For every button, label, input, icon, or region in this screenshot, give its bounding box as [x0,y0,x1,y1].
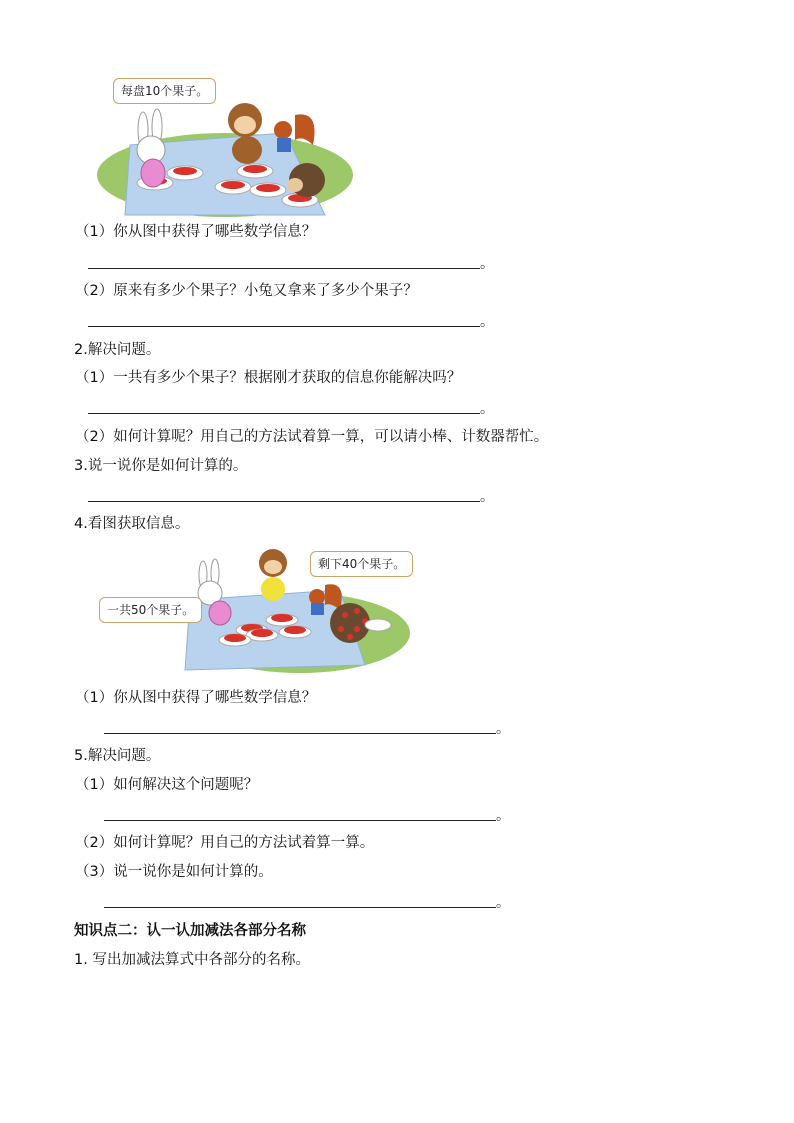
q5-sub3-answer-blank[interactable] [104,907,496,908]
scene2-speech-bubble-left: 一共50个果子。 [99,597,202,623]
period: 。 [496,721,510,737]
q2-title: 2.解决问题。 [74,342,161,358]
q4-title: 4.看图获取信息。 [74,516,190,532]
q4b-sub1-answer-blank[interactable] [104,733,496,734]
period: 。 [480,256,494,272]
rabbit-icon [137,109,165,187]
q3-title: 3.说一说你是如何计算的。 [74,458,248,474]
q2-sub2: （2）如何计算呢？用自己的方法试着算一算，可以请小棒、计数器帮忙。 [75,429,549,445]
scene2-illustration [95,545,410,675]
q5-sub3: （3）说一说你是如何计算的。 [75,864,273,880]
q2-sub1-answer-blank[interactable] [88,413,480,414]
q5-sub2: （2）如何计算呢？用自己的方法试着算一算。 [75,835,375,851]
period: 。 [496,808,510,824]
period: 。 [480,401,494,417]
period: 。 [480,314,494,330]
q5-title: 5.解决问题。 [74,748,161,764]
q5-sub1: （1）如何解决这个问题呢？ [75,777,259,793]
period: 。 [480,489,494,505]
section2-heading: 知识点二：认一认加减法各部分名称 [74,923,306,939]
monkey-icon [259,549,287,601]
section2-item1: 1. 写出加减法算式中各部分的名称。 [74,952,310,968]
q1-sub2-answer-blank[interactable] [88,326,480,327]
q1-sub1: （1）你从图中获得了哪些数学信息？ [75,224,317,240]
q1-sub1-answer-blank[interactable] [88,268,480,269]
q2-sub1: （1）一共有多少个果子？根据刚才获取的信息你能解决吗？ [75,370,462,386]
q1-sub2: （2）原来有多少个果子？小兔又拿来了多少个果子？ [75,283,418,299]
q5-sub1-answer-blank[interactable] [104,820,496,821]
scene1-illustration [95,75,355,220]
q4b-sub1: （1）你从图中获得了哪些数学信息？ [75,690,317,706]
scene2-speech-bubble-right: 剩下40个果子。 [310,551,413,577]
q3-answer-blank[interactable] [88,501,480,502]
scene1-speech-bubble: 每盘10个果子。 [113,78,216,104]
period: 。 [496,895,510,911]
